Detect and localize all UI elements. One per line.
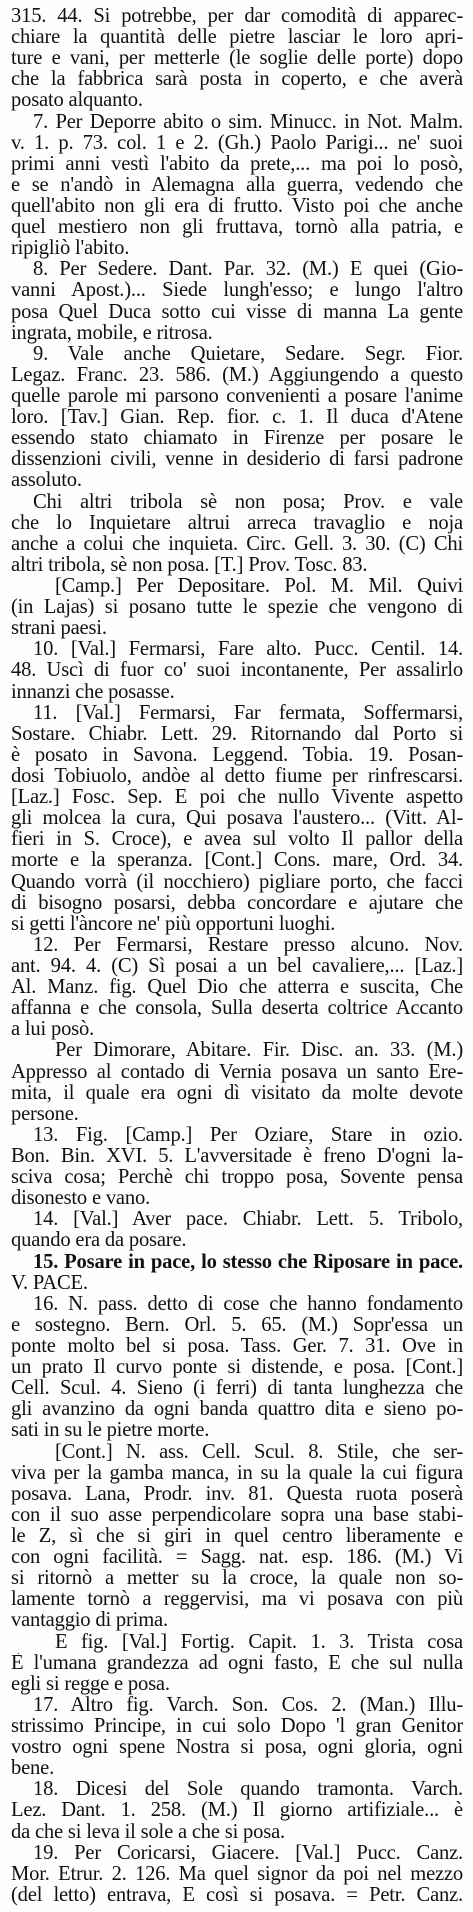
entry-heading-12: 12. Per Fermarsi, Restare presso alcuno. Nov. xyxy=(33,934,463,956)
text-line: Bon. Bin. XVI. 5. L'avversitade è freno D'ogni la- xyxy=(11,1146,463,1167)
text-line: di bisogno posarsi, debba concordare e ajutare che xyxy=(11,892,463,914)
text-line: Sostare. Chiabr. Lett. 29. Ritornando dal Porto si xyxy=(11,723,463,745)
text-line: da che si leva il sole a che si posa. xyxy=(11,1821,285,1843)
text-line: gli avanzino da ogni banda quattro dita e sieno po- xyxy=(11,1399,463,1421)
text-line: Appresso al contado di Vernia posava un santo Ere- xyxy=(11,1061,463,1083)
text-line: che la fabbrica sarà posta in coperto, e che averà xyxy=(11,69,463,91)
text-line: con ogni facilità. = Sagg. nat. esp. 186. (M.) Vi xyxy=(11,1547,463,1569)
text-line: viva per la gamba manca, in su la quale la cui figura xyxy=(11,1462,463,1484)
text-line: gli molcea la cura, Qui posava l'austero... (Vitt. Al- xyxy=(11,808,463,830)
proverb-heading: Chi altri tribola sè non posa; Prov. e vale xyxy=(33,491,463,513)
text-line: Legaz. Franc. 23. 586. (M.) Aggiungendo a questo xyxy=(11,364,463,386)
text-line: loro. [Tav.] Gian. Rep. fior. c. 1. Il duca d'Atene xyxy=(11,407,463,429)
entry-heading-13: 13. Fig. [Camp.] Per Oziare, Stare in ozio. xyxy=(33,1124,463,1146)
text-line: Mor. Etrur. 2. 126. Ma quel signor da poi nel mezzo xyxy=(11,1863,463,1885)
text-line: ant. 94. 4. (C) Sì posai a un bel cavaliere,... [Laz.] xyxy=(11,956,463,977)
entry-heading-18: 18. Dicesi del Sole quando tramonta. Varch. xyxy=(33,1779,463,1801)
text-line: innanzi che posasse. xyxy=(11,681,175,703)
text-line: ripigliò l'abito. xyxy=(11,238,130,260)
text-line: le Z, sì che si giri in quel centro liberamente e xyxy=(11,1526,463,1547)
text-line: quel mestiero non gli fruttava, tornò alla patria, e xyxy=(11,217,463,239)
text-line: strani paesi. xyxy=(11,618,107,640)
text-line: posa Quel Duca sotto cui visse di manna La gente xyxy=(11,301,463,323)
text-line: quell'abito non gli era di frutto. Visto poi che anche xyxy=(11,196,463,217)
subentry-heading: [Camp.] Per Depositare. Pol. M. Mil. Quivi xyxy=(55,576,463,597)
text-line: vantaggio di prima. xyxy=(11,1610,168,1632)
entry-heading-16: 16. N. pass. detto di cose che hanno fondamento xyxy=(33,1293,463,1315)
text-line: ingrata, mobile, e ritrosa. xyxy=(11,322,213,344)
text-line: affanna e che consola, Sulla deserta coltrice Accanto xyxy=(11,998,463,1020)
entry-heading-11: 11. [Val.] Fermarsi, Far fermata, Soffermarsi, xyxy=(33,702,463,724)
text-line: posava. Lana, Prodr. inv. 81. Questa ruota poserà xyxy=(11,1483,463,1505)
text-line: anche a colui che inquieta. Circ. Gell. 3. 30. (C) Chi xyxy=(11,533,463,555)
text-line: [Laz.] Fosc. Sep. E poi che nullo Vivente aspetto xyxy=(11,787,463,809)
text-line: Quando vorrà (il nocchiero) pigliare porto, che facci xyxy=(11,871,463,893)
text-line: primi anni vestì l'abito da prete,... ma poi lo posò, xyxy=(11,153,463,175)
text-line: strissimo Principe, in cui solo Dopo 'l gran Genitor xyxy=(11,1716,463,1737)
text-line: un prato Il curvo ponte si distende, e posa. [Cont.] xyxy=(11,1357,463,1379)
entry-heading-17: 17. Altro fig. Varch. Son. Cos. 2. (Man.) Illu- xyxy=(33,1694,463,1716)
text-line: si getti l'àncore ne' più opportuni luoghi. xyxy=(11,913,336,935)
entry-heading-9: 9. Vale anche Quietare, Sedare. Segr. Fior. xyxy=(33,343,463,365)
text-line: fieri in S. Croce), e avea sul volto Il pallor della xyxy=(11,829,463,851)
entry-heading-8: 8. Per Sedere. Dant. Par. 32. (M.) E quei (Gio- xyxy=(33,259,463,281)
text-line: posato alquanto. xyxy=(11,90,143,112)
subentry-heading: [Cont.] N. ass. Cell. Scul. 8. Stile, che ser- xyxy=(55,1441,463,1463)
text-line: (del letto) entrava, E così si posava. = Petr. Canz. xyxy=(11,1884,463,1906)
text-line: sati in su le pietre morte. xyxy=(11,1420,210,1442)
text-line: dosi Tobiuolo, andòe al detto fiume per rinfrescarsi. xyxy=(11,766,463,787)
text-line: Lez. Dant. 1. 258. (M.) Il giorno artifiziale... è xyxy=(11,1800,463,1822)
text-line: bene. xyxy=(11,1758,55,1780)
text-line: vostro ogni spene Nostra si posa, ogni gloria, ogni xyxy=(11,1737,463,1759)
entry-heading-7: 7. Per Deporre abito o sim. Minucc. in Not. Malm. xyxy=(33,111,463,133)
entry-heading-14: 14. [Val.] Aver pace. Chiabr. Lett. 5. Tribolo, xyxy=(33,1209,463,1231)
text-line: sciva cosa; Perchè chi troppo posa, Sovente pensa xyxy=(11,1167,463,1189)
text-line: V. PACE. xyxy=(11,1272,88,1294)
text-line: È l'umana grandezza ad ogni fasto, E che sul nulla xyxy=(11,1652,463,1674)
text-line: mita, il quale era ogni dì visitato da molte devote xyxy=(11,1082,463,1104)
text-line: vanni Apost.)... Siede lungh'esso; e lungo l'altro xyxy=(11,280,463,302)
text-line: ponte molto bel si posa. Tass. Ger. 7. 31. Ove in xyxy=(11,1336,463,1357)
text-line: e se n'andò in Alemagna alla guerra, vedendo che xyxy=(11,174,463,196)
text-line: chiare la quantità delle pietre lasciar le loro apri- xyxy=(11,27,463,49)
text-line: e sostegno. Bern. Orl. 5. 65. (M.) Sopr'essa un xyxy=(11,1314,463,1336)
text-line: quando era da posare. xyxy=(11,1230,187,1252)
text-line: con il suo asse perpendicolare sopra una base stabi- xyxy=(11,1504,463,1526)
text-line: Cell. Scul. 4. Sieno (i ferri) di tanta lunghezza che xyxy=(11,1378,463,1400)
text-line: (in Lajas) si posano tutte le spezie che vengono di xyxy=(11,597,463,619)
text-line: assoluto. xyxy=(11,470,82,492)
entry-heading-15: 15. Posare in pace, lo stesso che Riposare in pace. xyxy=(33,1251,463,1273)
text-line: a lui posò. xyxy=(11,1019,95,1041)
text-line: 315. 44. Si potrebbe, per dar comodità di apparec- xyxy=(11,6,463,27)
text-line: 48. Uscì di fuor co' suoi incontanente, Per assalirlo xyxy=(11,660,463,682)
text-line: quelle parole mi parsono convenienti a posare l'anime xyxy=(11,386,463,407)
text-line: v. 1. p. 73. col. 1 e 2. (Gh.) Paolo Parigi... ne' suoi xyxy=(11,132,463,154)
text-line: altri tribola, sè non posa. [T.] Prov. Tosc. 83. xyxy=(11,554,368,576)
entry-heading-10: 10. [Val.] Fermarsi, Fare alto. Pucc. Centil. 14. xyxy=(33,639,463,661)
text-line: disonesto e vano. xyxy=(11,1188,151,1210)
text-line: morte e la speranza. [Cont.] Cons. mare, Ord. 34. xyxy=(11,850,463,872)
text-line: è posato in Savona. Leggend. Tobia. 19. Posan- xyxy=(11,744,463,766)
subentry-heading: Per Dimorare, Abitare. Fir. Disc. an. 33. (M.) xyxy=(55,1040,463,1062)
text-line: si ritornò a metter su la croce, la quale non so- xyxy=(11,1568,463,1590)
entry-heading-19: 19. Per Coricarsi, Giacere. [Val.] Pucc. Canz. xyxy=(33,1842,463,1864)
text-line: che lo Inquietare altrui arreca travaglio e noja xyxy=(11,512,463,534)
text-line: essendo stato chiamato in Firenze per posare le xyxy=(11,428,463,450)
text-line: dissenzioni civili, venne in desiderio di farsi padrone xyxy=(11,449,463,471)
text-line: ture e vani, per metterle (le soglie delle porte) dopo xyxy=(11,48,463,70)
subentry-heading: E fig. [Val.] Fortig. Capit. 1. 3. Trista cosa xyxy=(55,1631,463,1653)
text-line: persone. xyxy=(11,1103,79,1125)
text-line: Al. Manz. fig. Quel Dio che atterra e suscita, Che xyxy=(11,977,463,999)
text-line: lamente tornò a reggervisi, ma vi posava con più xyxy=(11,1589,463,1611)
text-line: egli si regge e posa. xyxy=(11,1673,170,1695)
